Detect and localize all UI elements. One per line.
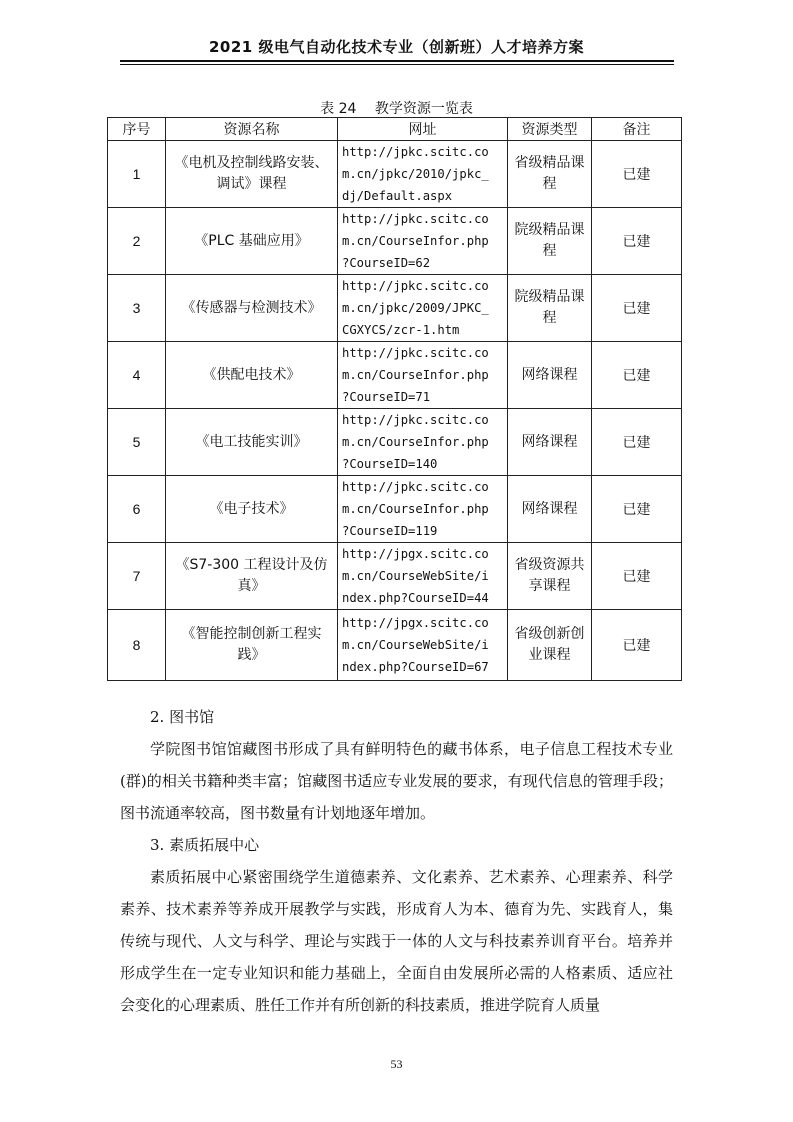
column-header-url: 网址 <box>338 118 508 141</box>
library-paragraph: 学院图书馆馆藏图书形成了具有鲜明特色的藏书体系，电子信息工程技术专业(群)的相关书籍种类丰富；馆藏图书适应专业发展的要求，有现代信息的管理手段；图书流通率较高，图书数量有计划地逐年增加。 <box>120 740 673 822</box>
resource-url: http://jpkc.scitc.co m.cn/CourseInfor.php ?CourseID=140 <box>338 409 508 476</box>
resource-note: 已建 <box>592 141 682 208</box>
resource-type: 省级创新创业课程 <box>508 610 592 681</box>
resource-url: http://jpkc.scitc.co m.cn/CourseInfor.php ?CourseID=119 <box>338 476 508 543</box>
resource-type: 院级精品课程 <box>508 275 592 342</box>
resource-url: http://jpgx.scitc.co m.cn/CourseWebSite/i ndex.php?CourseID=67 <box>338 610 508 681</box>
resource-type: 省级资源共享课程 <box>508 543 592 610</box>
resource-url: http://jpkc.scitc.co m.cn/jpkc/2009/JPKC_ CGXYCS/zcr-1.htm <box>338 275 508 342</box>
row-number: 3 <box>108 275 166 342</box>
table-row <box>108 409 682 476</box>
resource-name: 《电机及控制线路安装、调试》课程 <box>166 141 338 208</box>
resource-type: 院级精品课程 <box>508 208 592 275</box>
resource-type: 网络课程 <box>508 342 592 409</box>
resource-url: http://jpgx.scitc.co m.cn/CourseWebSite/i ndex.php?CourseID=44 <box>338 543 508 610</box>
quality-center-heading: 3. 素质拓展中心 <box>150 836 260 854</box>
table-row <box>108 141 682 208</box>
resource-url: http://jpkc.scitc.co m.cn/CourseInfor.php ?CourseID=62 <box>338 208 508 275</box>
resource-url: http://jpkc.scitc.co m.cn/jpkc/2010/jpkc_ dj/Default.aspx <box>338 141 508 208</box>
column-header-note: 备注 <box>592 118 682 141</box>
column-header-name: 资源名称 <box>166 118 338 141</box>
resource-type: 网络课程 <box>508 409 592 476</box>
teaching-resources-table <box>107 117 682 681</box>
table-row <box>108 543 682 610</box>
row-number: 4 <box>108 342 166 409</box>
row-number: 8 <box>108 610 166 681</box>
table-row <box>108 275 682 342</box>
table-header-row <box>108 118 682 141</box>
resource-note: 已建 <box>592 610 682 681</box>
quality-center-paragraph: 素质拓展中心紧密围绕学生道德素养、文化素养、艺术素养、心理素养、科学素养、技术素养等养成开展教学与实践，形成育人为本、德育为先、实践育人，集传统与现代、人文与科学、理论与实践于一体的人文与科技素养训育平台。培养并形成学生在一定专业知识和能力基础上，全面自由发展所必需的人格素质、适应社会变化的心理素质、胜任工作并有所创新的科技素质，推进学院育人质量 <box>120 868 673 1014</box>
resource-note: 已建 <box>592 409 682 476</box>
resource-name: 《传感器与检测技术》 <box>166 275 338 342</box>
resource-type: 省级精品课程 <box>508 141 592 208</box>
column-header-no: 序号 <box>108 118 166 141</box>
header-rule-thin <box>120 64 674 65</box>
resource-name: 《PLC 基础应用》 <box>166 208 338 275</box>
resource-type: 网络课程 <box>508 476 592 543</box>
resource-note: 已建 <box>592 275 682 342</box>
resource-name: 《电工技能实训》 <box>166 409 338 476</box>
page-number: 53 <box>390 1057 403 1071</box>
table-row <box>108 342 682 409</box>
resource-note: 已建 <box>592 543 682 610</box>
header-rule-thick <box>120 60 674 62</box>
resource-name: 《供配电技术》 <box>166 342 338 409</box>
resource-note: 已建 <box>592 208 682 275</box>
resource-note: 已建 <box>592 342 682 409</box>
row-number: 1 <box>108 141 166 208</box>
resource-url: http://jpkc.scitc.co m.cn/CourseInfor.php ?CourseID=71 <box>338 342 508 409</box>
resource-name: 《S7-300 工程设计及仿真》 <box>166 543 338 610</box>
row-number: 2 <box>108 208 166 275</box>
table-row <box>108 476 682 543</box>
resource-name: 《智能控制创新工程实践》 <box>166 610 338 681</box>
column-header-type: 资源类型 <box>508 118 592 141</box>
table-row <box>108 610 682 681</box>
resource-name: 《电子技术》 <box>166 476 338 543</box>
library-heading: 2. 图书馆 <box>150 708 215 726</box>
row-number: 6 <box>108 476 166 543</box>
table-caption: 表 24 教学资源一览表 <box>320 101 473 117</box>
table-row <box>108 208 682 275</box>
row-number: 5 <box>108 409 166 476</box>
row-number: 7 <box>108 543 166 610</box>
resource-note: 已建 <box>592 476 682 543</box>
document-header-title: 2021 级电气自动化技术专业（创新班）人才培养方案 <box>209 38 584 56</box>
